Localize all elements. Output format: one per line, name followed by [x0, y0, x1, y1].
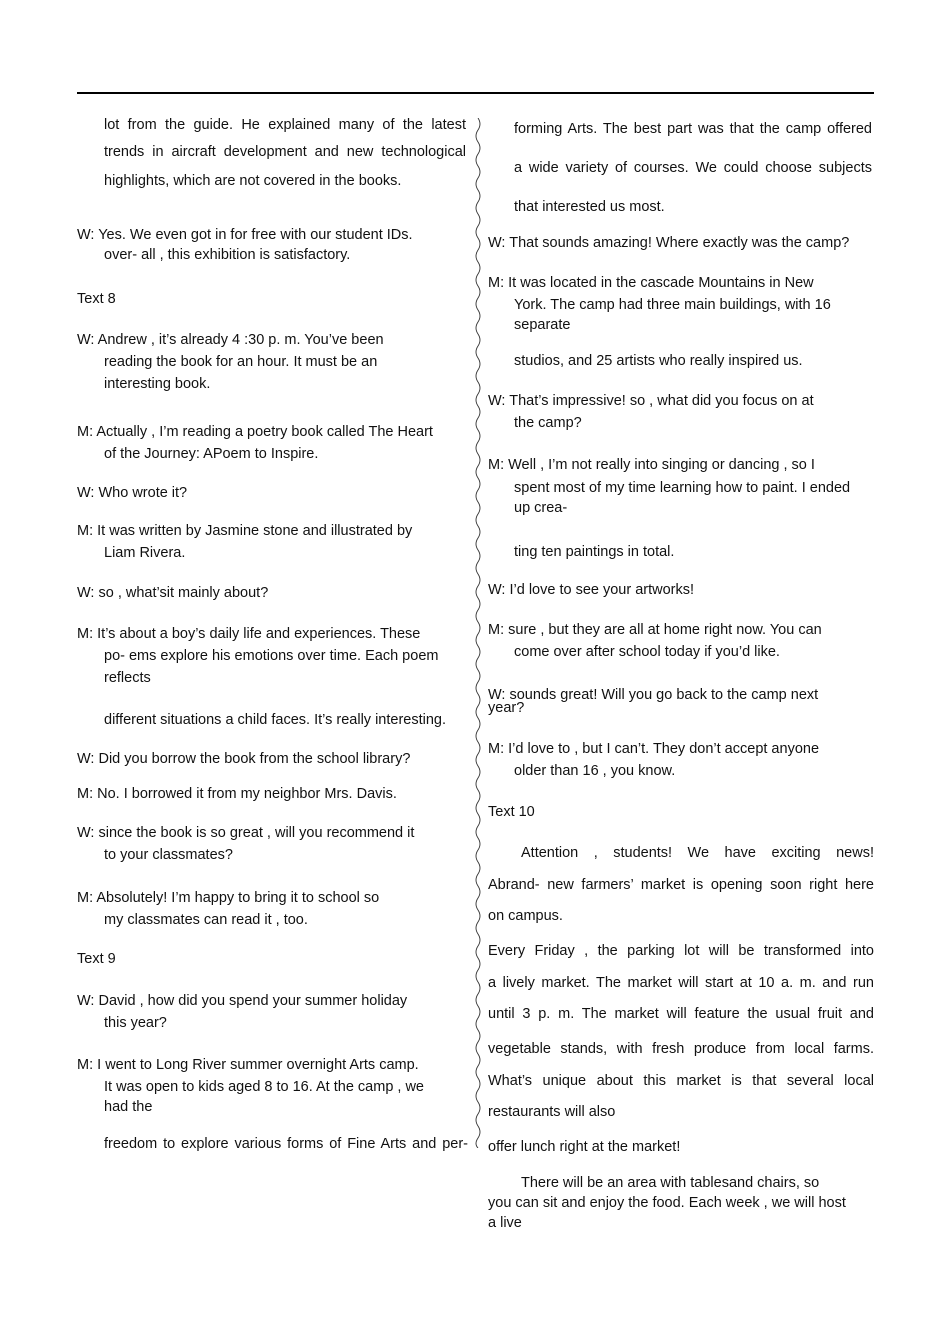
left-line: my classmates can read it , too.	[104, 912, 308, 928]
right-line: restaurants will also	[488, 1104, 616, 1120]
left-line: over- all , this exhibition is satisfactory.	[104, 247, 351, 263]
right-line: Every Friday , the parking lot will be transformed into	[488, 943, 874, 959]
left-line: W: Yes. We even got in for free with our student IDs.	[77, 227, 413, 243]
right-line: M: I’d love to , but I can’t. They don’t accept anyone	[488, 741, 820, 757]
right-line: W: sounds great! Will you go back to the camp next	[488, 687, 819, 703]
left-line: this year?	[104, 1015, 167, 1031]
left-line: M: I went to Long River summer overnight Arts camp.	[77, 1057, 419, 1073]
right-line: come over after school today if you’d like.	[514, 644, 780, 660]
right-line: a lively market. The market will start at 10 a. m. and run	[488, 975, 874, 991]
right-line: spent most of my time learning how to paint. I ended	[514, 480, 851, 496]
right-line: offer lunch right at the market!	[488, 1139, 681, 1155]
column-divider	[471, 118, 485, 1148]
left-line: W: so , what’sit mainly about?	[77, 585, 269, 601]
right-line: Attention , students! We have exciting news!	[521, 845, 874, 861]
right-line: the camp?	[514, 415, 582, 431]
right-line: ting ten paintings in total.	[514, 544, 675, 560]
left-line: W: Who wrote it?	[77, 485, 188, 501]
left-line: M: It’s about a boy’s daily life and experiences. These	[77, 626, 421, 642]
right-line: York. The camp had three main buildings, with 16	[514, 297, 831, 313]
right-line: separate	[514, 317, 571, 333]
section-heading-text-10: Text 10	[488, 804, 535, 820]
right-line: W: I’d love to see your artworks!	[488, 582, 695, 598]
left-line: of the Journey: APoem to Inspire.	[104, 446, 319, 462]
right-line: up crea-	[514, 500, 568, 516]
left-line: freedom to explore various forms of Fine Arts and per-	[104, 1136, 468, 1152]
left-line: M: Actually , I’m reading a poetry book called The Heart	[77, 424, 433, 440]
section-heading-text-9: Text 9	[77, 951, 116, 967]
left-line: had the	[104, 1099, 153, 1115]
header-rule	[77, 92, 874, 94]
right-line: W: That sounds amazing! Where exactly was the camp?	[488, 235, 850, 251]
right-line: older than 16 , you know.	[514, 763, 676, 779]
left-line: trends in aircraft development and new technological	[104, 144, 466, 160]
right-line: you can sit and enjoy the food. Each week , we will host	[488, 1195, 846, 1211]
left-line: to your classmates?	[104, 847, 233, 863]
right-line: M: It was located in the cascade Mountains in New	[488, 275, 814, 291]
right-line: There will be an area with tablesand chairs, so	[521, 1175, 820, 1191]
left-line: M: No. I borrowed it from my neighbor Mrs. Davis.	[77, 786, 397, 802]
left-line: It was open to kids aged 8 to 16. At the camp , we	[104, 1079, 424, 1095]
left-line: W: Andrew , it’s already 4 :30 p. m. You’ve been	[77, 332, 384, 348]
right-line: a wide variety of courses. We could choose subjects	[514, 160, 872, 176]
left-line: M: It was written by Jasmine stone and illustrated by	[77, 523, 413, 539]
right-line: M: Well , I’m not really into singing or dancing , so I	[488, 457, 815, 473]
right-line: year?	[488, 700, 525, 716]
left-line: M: Absolutely! I’m happy to bring it to school so	[77, 890, 380, 906]
right-line: a live	[488, 1215, 522, 1231]
right-line: on campus.	[488, 908, 563, 924]
section-heading-text-8: Text 8	[77, 291, 116, 307]
left-line: Liam Rivera.	[104, 545, 186, 561]
left-line: W: Did you borrow the book from the school library?	[77, 751, 411, 767]
left-line: highlights, which are not covered in the books.	[104, 173, 402, 189]
right-line: M: sure , but they are all at home right now. You can	[488, 622, 822, 638]
left-line: different situations a child faces. It’s really interesting.	[104, 712, 447, 728]
left-line: W: since the book is so great , will you recommend it	[77, 825, 415, 841]
left-line: interesting book.	[104, 376, 211, 392]
left-line: reflects	[104, 670, 151, 686]
right-line: forming Arts. The best part was that the camp offered	[514, 121, 872, 137]
right-line: that interested us most.	[514, 199, 665, 215]
right-line: until 3 p. m. The market will feature the usual fruit and	[488, 1006, 874, 1022]
left-line: po- ems explore his emotions over time. Each poem	[104, 648, 439, 664]
right-line: What’s unique about this market is that several local	[488, 1073, 874, 1089]
right-line: studios, and 25 artists who really inspired us.	[514, 353, 803, 369]
right-line: vegetable stands, with fresh produce from local farms.	[488, 1041, 874, 1057]
left-line: W: David , how did you spend your summer holiday	[77, 993, 408, 1009]
right-line: W: That’s impressive! so , what did you focus on at	[488, 393, 814, 409]
left-line: reading the book for an hour. It must be an	[104, 354, 378, 370]
left-line: lot from the guide. He explained many of the latest	[104, 117, 466, 133]
right-line: Abrand- new farmers’ market is opening soon right here	[488, 877, 874, 893]
